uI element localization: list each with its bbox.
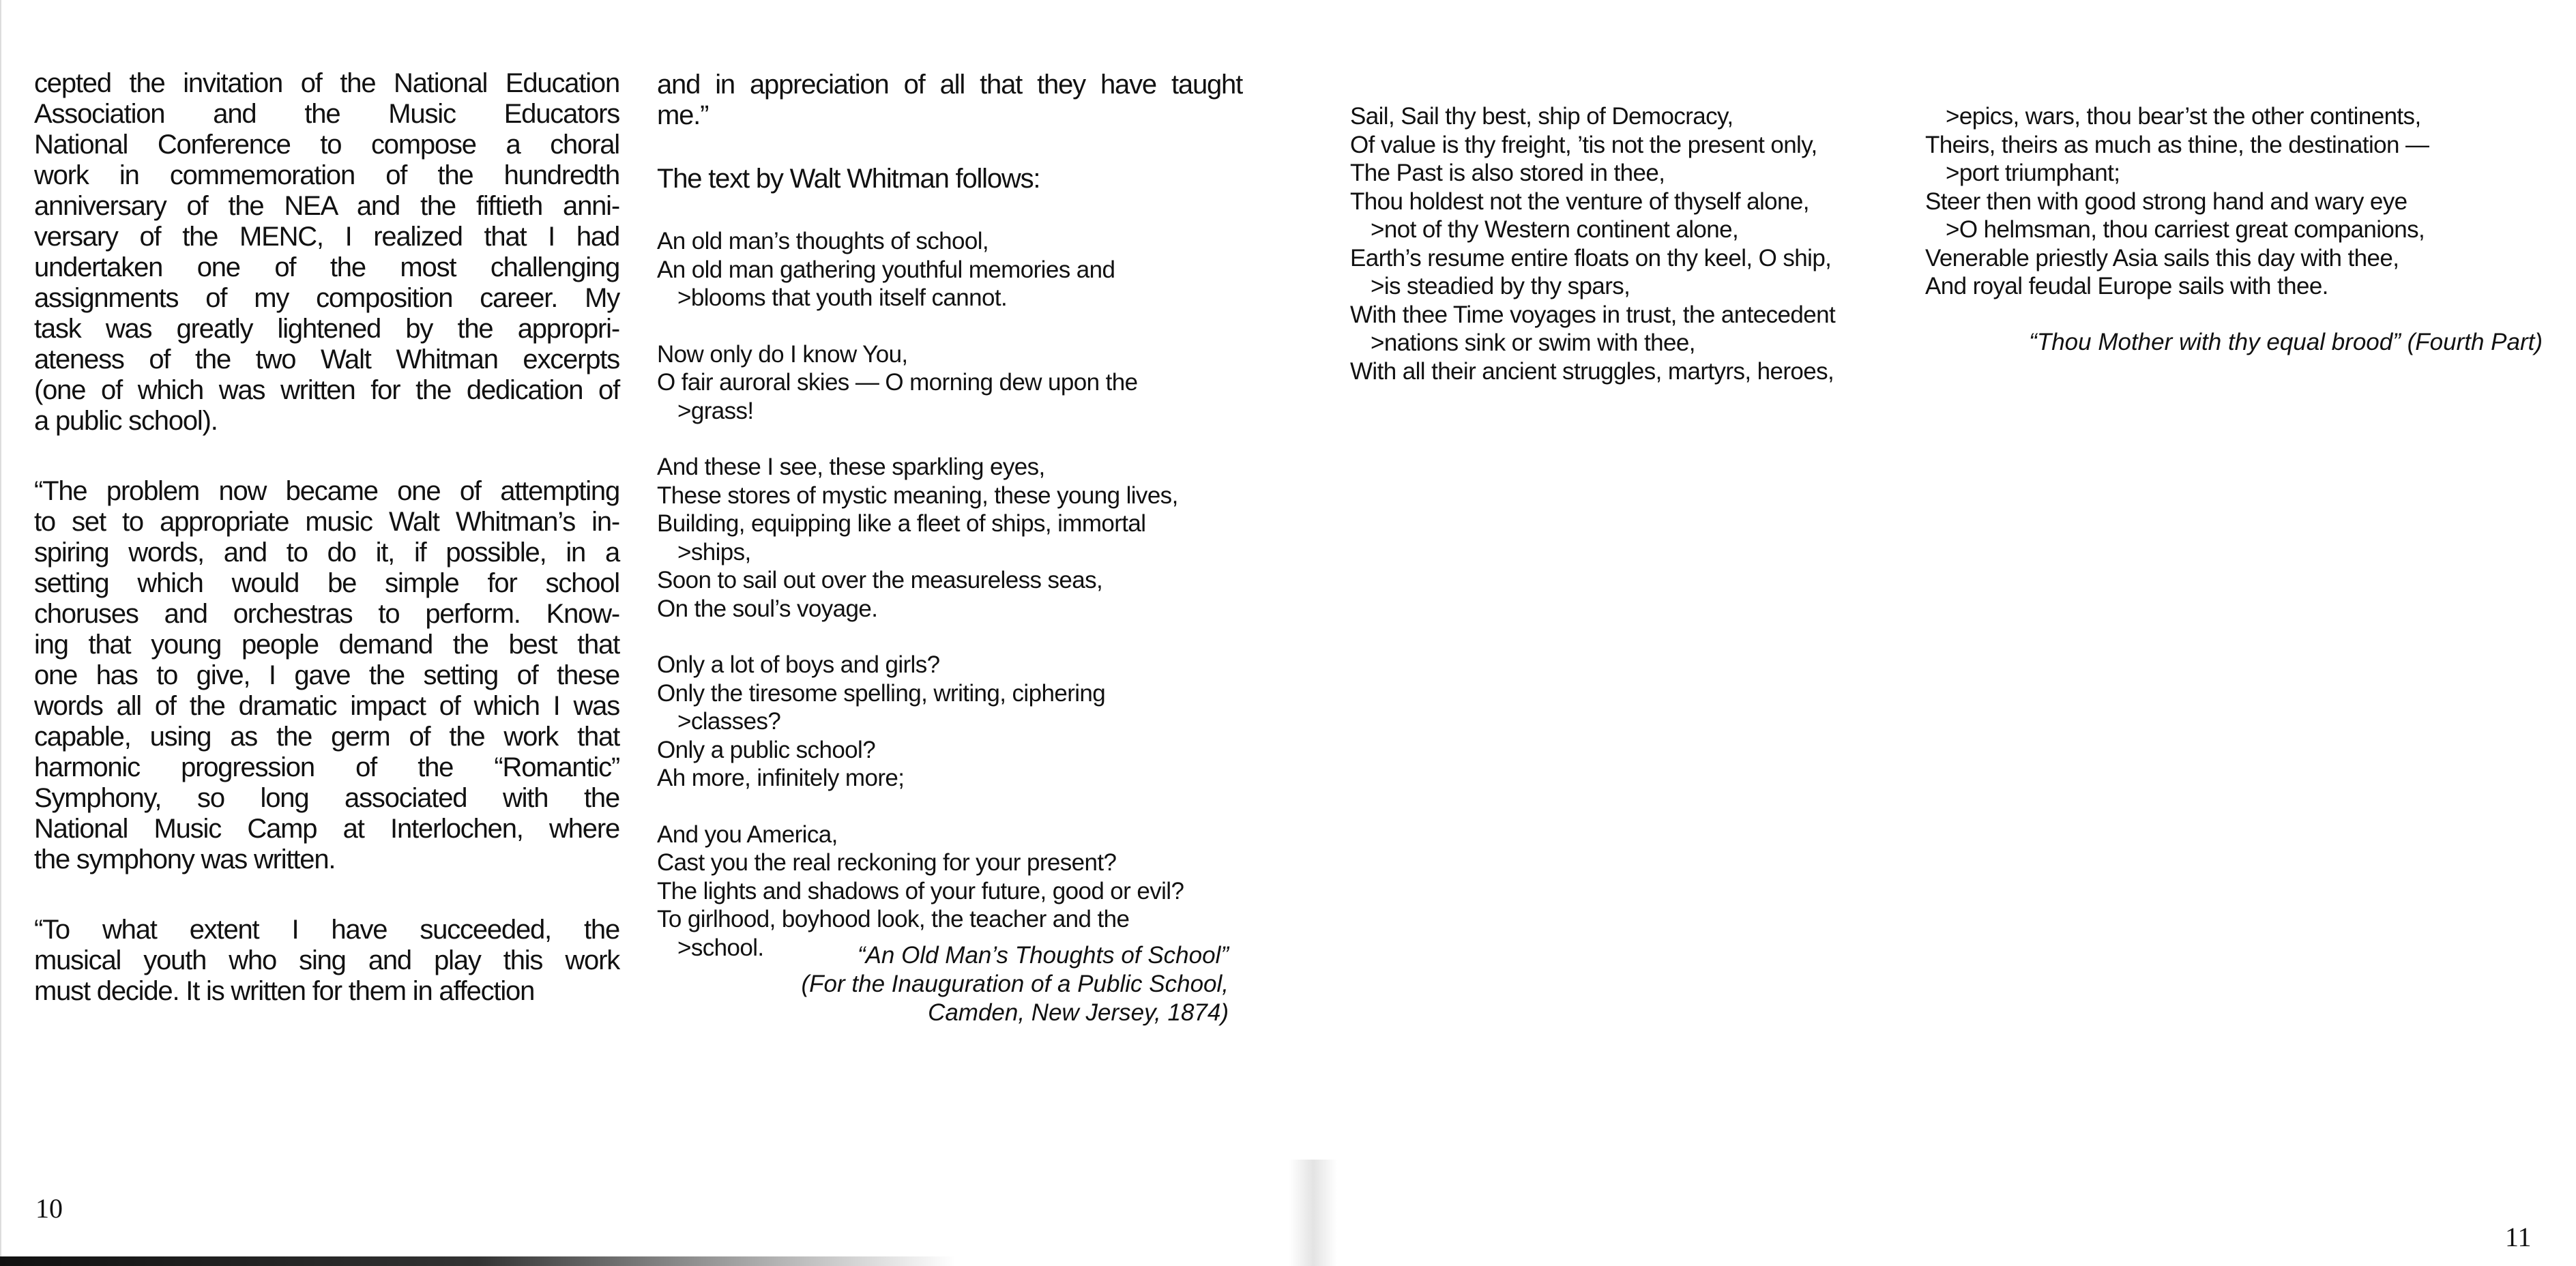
paragraph — [34, 68, 619, 437]
indented-verse-line: >port triumphant; — [1946, 160, 2120, 186]
text-line: choruses and orchestras to perform. Know- — [34, 599, 619, 629]
text-line: And royal feudal Europe sails with thee. — [1925, 273, 2328, 299]
text-line: Of value is thy freight, ’tis not the present only, — [1350, 131, 1817, 158]
poem-stanza — [657, 651, 1242, 793]
indented-verse-line: >not of thy Western continent alone, — [1371, 216, 1739, 243]
attribution-line: “An Old Man’s Thoughts of School” — [857, 942, 1229, 969]
text-line: Soon to sail out over the measureless seas, — [657, 567, 1103, 593]
text-line: words all of the dramatic impact of which I was — [34, 691, 619, 721]
indented-verse-line: >blooms that youth itself cannot. — [677, 284, 1008, 311]
text-line: Earth’s resume entire floats on thy keel, O ship, — [1350, 244, 1832, 271]
text-line: versary of the MENC, I realized that I had — [34, 222, 619, 252]
text-line: Theirs, theirs as much as thine, the destination — — [1925, 131, 2429, 158]
text-line: Cast you the real reckoning for your present? — [657, 849, 1117, 876]
text-line: to set to appropriate music Walt Whitman’s in- — [34, 507, 619, 537]
indented-verse-line: >is steadied by thy spars, — [1371, 273, 1630, 299]
poem-stanza — [1350, 102, 1909, 385]
text-line: With all their ancient struggles, martyrs, heroes, — [1350, 357, 1834, 385]
text-line: Venerable priestly Asia sails this day with thee, — [1925, 244, 2399, 271]
text-line: anniversary of the NEA and the fiftieth anni- — [34, 191, 619, 221]
text-line: me.” — [657, 100, 709, 130]
attribution-line: “Thou Mother with thy equal brood” (Fourth Part) — [2029, 328, 2543, 355]
text-line: These stores of mystic meaning, these young lives, — [657, 482, 1178, 509]
text-line: Building, equipping like a fleet of ships, immortal — [657, 510, 1146, 537]
text-line: An old man gathering youthful memories and — [657, 256, 1115, 283]
intro-paragraph — [657, 70, 1242, 131]
text-line: Steer then with good strong hand and wary eye — [1925, 188, 2407, 215]
book-gutter-shadow — [1289, 1160, 1337, 1266]
text-line: cepted the invitation of the National Education — [34, 68, 619, 98]
text-line: “To what extent I have succeeded, the — [34, 915, 619, 945]
text-line: On the soul’s voyage. — [657, 595, 878, 622]
text-line: And these I see, these sparkling eyes, — [657, 454, 1045, 480]
text-line: setting which would be simple for school — [34, 568, 619, 598]
page-number-left: 10 — [35, 1193, 63, 1224]
text-line: National Conference to compose a choral — [34, 130, 619, 160]
text-line: O fair auroral skies — O morning dew upon the — [657, 369, 1138, 396]
text-line: The text by Walt Whitman follows: — [657, 164, 1040, 194]
attribution-line: Camden, New Jersey, 1874) — [928, 999, 1229, 1026]
text-line: The lights and shadows of your future, good or evil? — [657, 877, 1184, 904]
text-line: Thou holdest not the venture of thyself alone, — [1350, 188, 1809, 215]
text-line: National Music Camp at Interlochen, where — [34, 814, 619, 844]
poem-stanza — [657, 340, 1242, 426]
text-line: must decide. It is written for them in affection — [34, 976, 535, 1006]
text-line: work in commemoration of the hundredth — [34, 160, 619, 190]
poem-attribution — [1925, 328, 2543, 357]
attribution-line: (For the Inauguration of a Public School, — [801, 971, 1229, 997]
right-page-column-2 — [1925, 102, 2543, 357]
indented-verse-line: >ships, — [677, 538, 751, 565]
text-line: capable, using as the germ of the work that — [34, 722, 619, 752]
text-line: Only a lot of boys and girls? — [657, 651, 940, 678]
text-line: assignments of my composition career. My — [34, 283, 619, 313]
text-line: ing that young people demand the best that — [34, 630, 619, 660]
text-line: task was greatly lightened by the appropri- — [34, 314, 619, 344]
text-line: the symphony was written. — [34, 844, 336, 874]
intro-paragraph — [657, 164, 1242, 194]
indented-verse-line: >O helmsman, thou carriest great companions, — [1946, 216, 2425, 243]
poem-stanza — [657, 453, 1242, 623]
text-line: undertaken one of the most challenging — [34, 252, 619, 282]
text-line: a public school). — [34, 406, 218, 436]
text-line: Only the tiresome spelling, writing, ciphering — [657, 679, 1106, 707]
text-line: spiring words, and to do it, if possible, in a — [34, 538, 619, 568]
text-line: (one of which was written for the dedication of — [34, 375, 619, 405]
text-line: Now only do I know You, — [657, 340, 908, 368]
left-page-column-2 — [657, 70, 1242, 1027]
indented-verse-line: >classes? — [677, 708, 781, 735]
page-edge — [0, 0, 1, 1266]
scan-edge-shadow — [0, 1256, 955, 1266]
left-page-column-1 — [34, 68, 619, 1046]
poem-stanza — [657, 821, 1242, 962]
indented-verse-line: >nations sink or swim with thee, — [1371, 329, 1695, 356]
text-line: musical youth who sing and play this work — [34, 945, 619, 975]
text-line: Only a public school? — [657, 736, 876, 763]
text-line: Association and the Music Educators — [34, 99, 619, 129]
text-line: and in appreciation of all that they have taught — [657, 70, 1242, 100]
text-line: And you America, — [657, 821, 838, 848]
text-line: To girlhood, boyhood look, the teacher and the — [657, 906, 1130, 932]
text-line: Symphony, so long associated with the — [34, 783, 619, 813]
text-line: “The problem now became one of attempting — [34, 476, 619, 506]
indented-verse-line: >school. — [677, 934, 764, 961]
right-page-column-1 — [1350, 102, 1909, 385]
paragraph — [34, 915, 619, 1007]
poem-stanza — [1925, 102, 2543, 301]
page-number-right: 11 — [2505, 1222, 2532, 1252]
poem-stanza — [657, 227, 1242, 312]
indented-verse-line: >epics, wars, thou bear’st the other continents, — [1946, 103, 2421, 130]
text-line: one has to give, I gave the setting of these — [34, 660, 619, 690]
text-line: Ah more, infinitely more; — [657, 765, 905, 791]
text-line: ateness of the two Walt Whitman excerpts — [34, 344, 619, 374]
text-line: An old man’s thoughts of school, — [657, 228, 989, 254]
text-line: Sail, Sail thy best, ship of Democracy, — [1350, 103, 1733, 130]
indented-verse-line: >grass! — [677, 397, 754, 424]
text-line: With thee Time voyages in trust, the antecedent — [1350, 301, 1836, 328]
text-line: The Past is also stored in thee, — [1350, 160, 1665, 186]
paragraph — [34, 476, 619, 875]
text-line: harmonic progression of the “Romantic” — [34, 752, 619, 782]
